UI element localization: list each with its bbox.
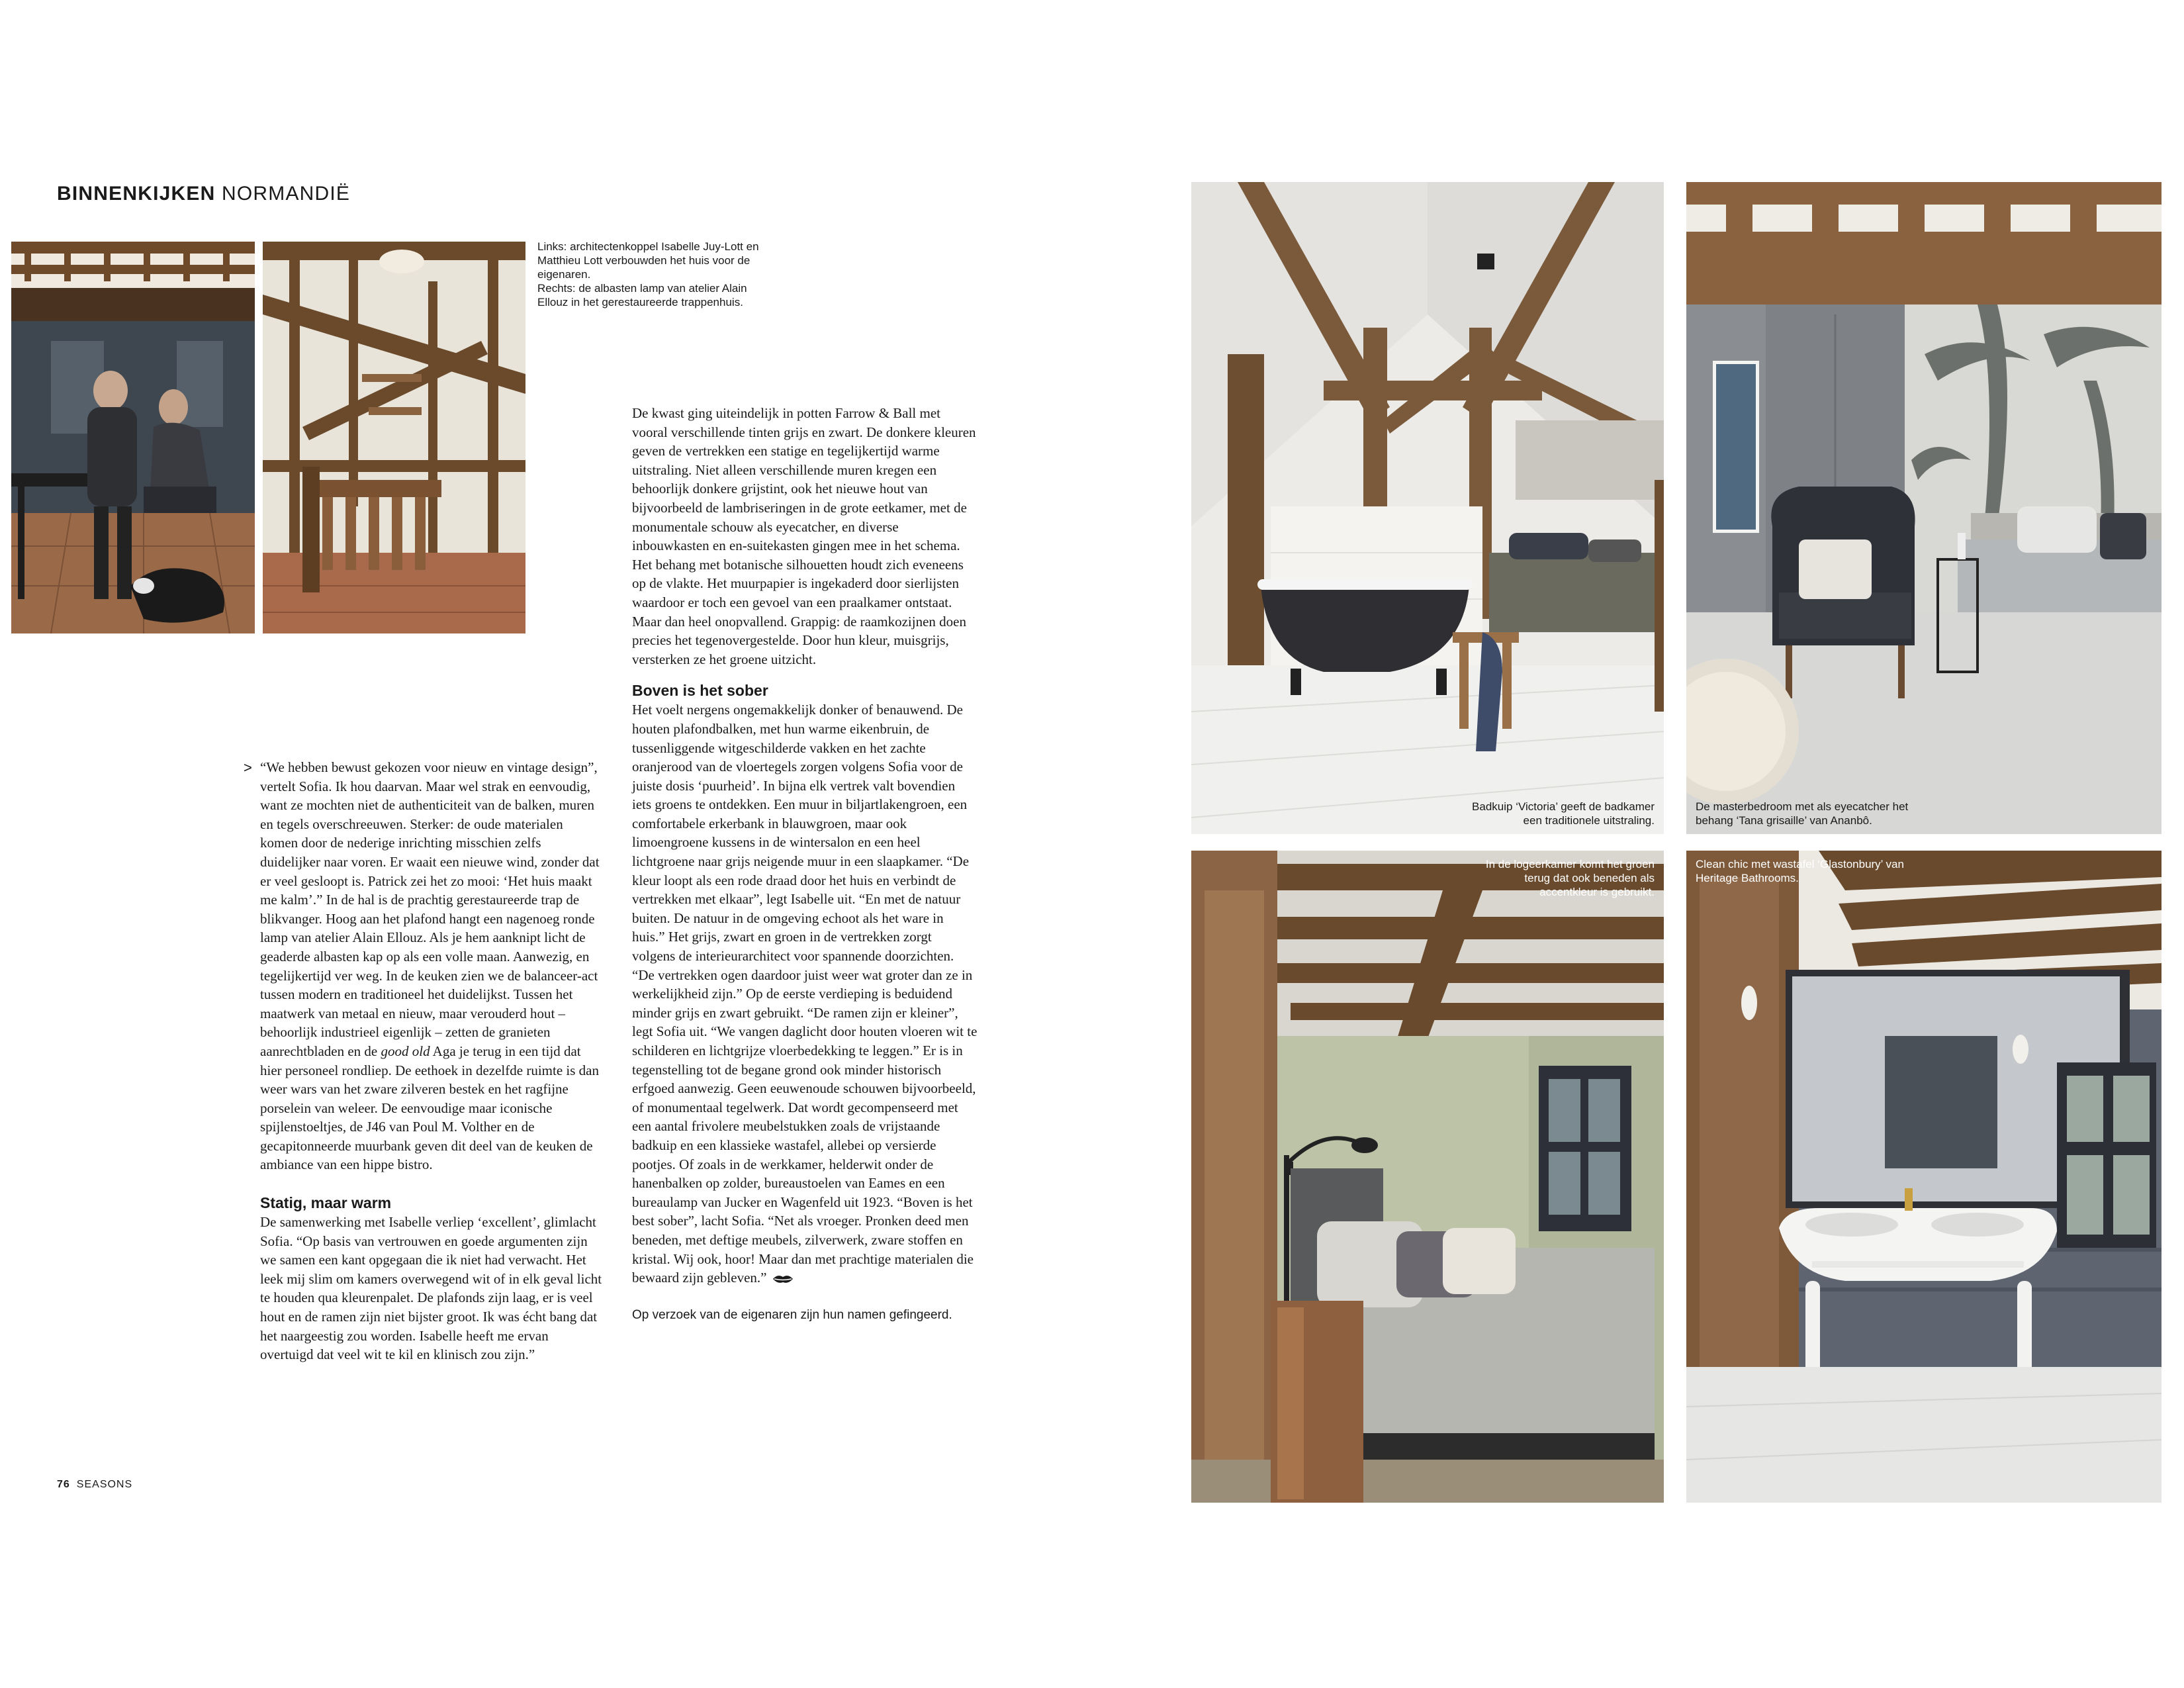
top-caption xyxy=(537,240,776,309)
article-text-end: Aga je terug in een tijd dat hier personeel rondliep. De eethoek in dezelfde ruimte is dan weer wars van het zware zilveren bestek en het ragfijne porselein van weleer. De eenvoudige maar iconische spijlenstoeltjes, de J46 van Poul M. Volther en de gecapitonneerde muurbank geven dit deel van de keuken de ambiance van een hippe bistro. xyxy=(260,1043,599,1173)
photo-couple xyxy=(11,242,255,633)
caption-washbasin: Clean chic met wastafel ‘Glastonbury’ van Heritage Bathrooms. xyxy=(1696,858,1904,884)
section-title-location: NORMANDIË xyxy=(221,183,351,205)
text-column-right xyxy=(632,404,978,1325)
section-title-bold: BINNENKIJKEN xyxy=(57,183,216,205)
caption-guest-bedroom: In de logeerkamer komt het groen terug dat ook beneden als accentkleur is gebruikt. xyxy=(1485,858,1655,898)
article-text-4: Het voelt nergens ongemakkelijk donker of benauwend. De houten plafondbalken, met hun warme eikenbruin, de tussenliggende witgeschilderde vakken en het zachte oranjerood van de vloertegels zorgen volgens Sofia voor de juiste dosis ‘puurheid’. In bijna elk vertrek valt bovendien iets groens te ontdekken. Een muur in biljartlakengroen, een comfortabele erkerbank in blauwgroen, maar ook limoengroene kussens in de wintersalon en een heel lichtgroene naar grijs neigende muur in een slaapkamer. “De kleur loopt als een rode draad door het huis en verbindt de vertrekken met elkaar”, legt Isabelle uit. “En met de natuur buiten. De natuur in de omgeving echoot als het ware in huis.” Het grijs, zwart en groen in de vertrekken zorgt volgens de interieurarchitect voor spannende doorzichten. “De vertrekken ogen daardoor juist weer wat groter dan ze in werkelijkheid zijn.” Op de eerste verdieping is beduidend minder grijs en zwart gebruikt. “De ramen zijn er kleiner”, legt Sofia uit. “We vangen daglicht door houten vloeren wit te schilderen en lichtgrijze vloerbedekking te leggen.” Er is in tegenstelling tot de begane grond ook minder historisch erfgoed aanwezig. Geen eeuwenoude schouwen bijvoorbeeld, of monumentaal tegelwerk. Dat wordt gecompenseerd met een aantal frivolere meubelstukken zoals de vrijstaande badkuip en een klassieke wastafel, allebei op versierde pootjes. Of zoals in de werkkamer, helderwit onder de hanenbalken op zolder, bureaustoelen van Eames en een bureaulamp van Jucker en Wagenfeld uit 1923. “Boven is het best sober”, lacht Sofia. “Net als vroeger. Pronken deed men beneden, met deftige meubels, zilverwerk, zware stoffen en kristal. Wij ook, hoor! Maar dan met prachtige materialen die bewaard zijn gebleven.” xyxy=(632,702,978,1286)
lips-icon xyxy=(772,1273,794,1285)
photo-master-bedroom xyxy=(1686,182,2161,834)
photo-staircase xyxy=(263,242,525,633)
top-caption-left: Links: architectenkoppel Isabelle Juy-Lott en Matthieu Lott verbouwden het huis voor de eigenaren. xyxy=(537,240,759,281)
article-paragraph xyxy=(260,758,603,1174)
article-paragraph-2: De samenwerking met Isabelle verliep ‘excellent’, glimlacht Sofia. “Op basis van vertrouwen en goede argumenten zijn we samen een kant opgegaan die ik niet had verwacht. Het leek mij slim om kamers overwegend wit of in elk geval licht te houden qua kleurenpalet. De plafonds zijn laag, er is veel hout en de ramen zijn niet bijster groot. Ik was écht bang dat het naargeestig zou worden. Isabelle heeft me ervan overtuigd dat veel wit te kil en klinisch zou zijn.” xyxy=(260,1214,602,1363)
photo-bathroom xyxy=(1191,182,1664,834)
top-caption-right: Rechts: de albasten lamp van atelier Alain Ellouz in het gerestaureerde trappenhuis. xyxy=(537,282,747,308)
photo-washbasin xyxy=(1686,851,2161,1503)
section-title xyxy=(57,183,350,205)
article-paragraph-3: De kwast ging uiteindelijk in potten Farrow & Ball met vooral verschillende tinten grijs en zwart. De donkere kleuren geven de vertrekken een statige en tegelijkertijd warme uitstraling. Niet alleen verschillende muren kregen een behoorlijk donkere grijstint, ook het nieuwe hout van bijvoorbeeld de lambriseringen in de grote eetkamer, met de monumentale schouw als eyecatcher, en diverse inbouwkasten en en-suitekasten gingen mee in het schema. Het behang met botanische silhouetten houdt zich eveneens op de vlakte. Het muurpapier is ingekaderd door sierlijsten waardoor er toch een gevoel van een praalkamer ontstaat. Maar dan heel onopvallend. Grappig: de raamkozijnen doen precies het tegenovergestelde. Door hun kleur, muisgrijs, versterken ze het groene uitzicht. xyxy=(632,405,976,667)
text-column-left xyxy=(260,758,603,1364)
magazine-name: SEASONS xyxy=(76,1479,133,1490)
article-italic: good old xyxy=(381,1043,430,1059)
subheading-statig: Statig, maar warm xyxy=(260,1194,392,1212)
continuation-marker: > xyxy=(244,759,252,776)
page-number: 76 xyxy=(57,1479,70,1490)
caption-master-bedroom: De masterbedroom met als eyecatcher het behang ‘Tana grisaille’ van Ananbô. xyxy=(1696,800,1909,827)
folio xyxy=(57,1479,132,1491)
caption-bathroom: Badkuip ‘Victoria’ geeft de badkamer een traditionele uitstraling. xyxy=(1472,800,1655,827)
credit-note: Op verzoek van de eigenaren zijn hun namen gefingeerd. xyxy=(632,1307,952,1322)
photo-guest-bedroom xyxy=(1191,851,1664,1503)
article-text: “We hebben bewust gekozen voor nieuw en vintage design”, vertelt Sofia. Ik hou daarvan. Maar wel strak en eenvoudig, want ze mochten niet de authenticiteit van de balken, muren en tegels overschreeuwen. Sterker: de oude materialen komen door de nederige inrichting misschien zelfs duidelijker naar voren. Er waait een nieuwe wind, zonder dat er veel gesloopt is. Patrick zei het zo mooi: ‘Het huis maakt me kalm’.” In de hal is de prachtig gerestaureerde trap de blikvanger. Hoog aan het plafond hangt een nagenoeg ronde lamp van atelier Alain Ellouz. Als je hem aanknipt licht de geaderde albasten kap op als een volle maan. Aanwezig, en tegelijkertijd ver weg. In de keuken zien we de balanceer-act tussen modern en traditioneel het duidelijkst. Tussen het maatwerk van metaal en nieuw, maar verouderd hout – behoorlijk industrieel eigenlijk – zetten de granieten aanrechtbladen en de xyxy=(260,759,600,1059)
article-paragraph-4 xyxy=(632,700,978,1287)
subheading-boven: Boven is het sober xyxy=(632,682,768,700)
